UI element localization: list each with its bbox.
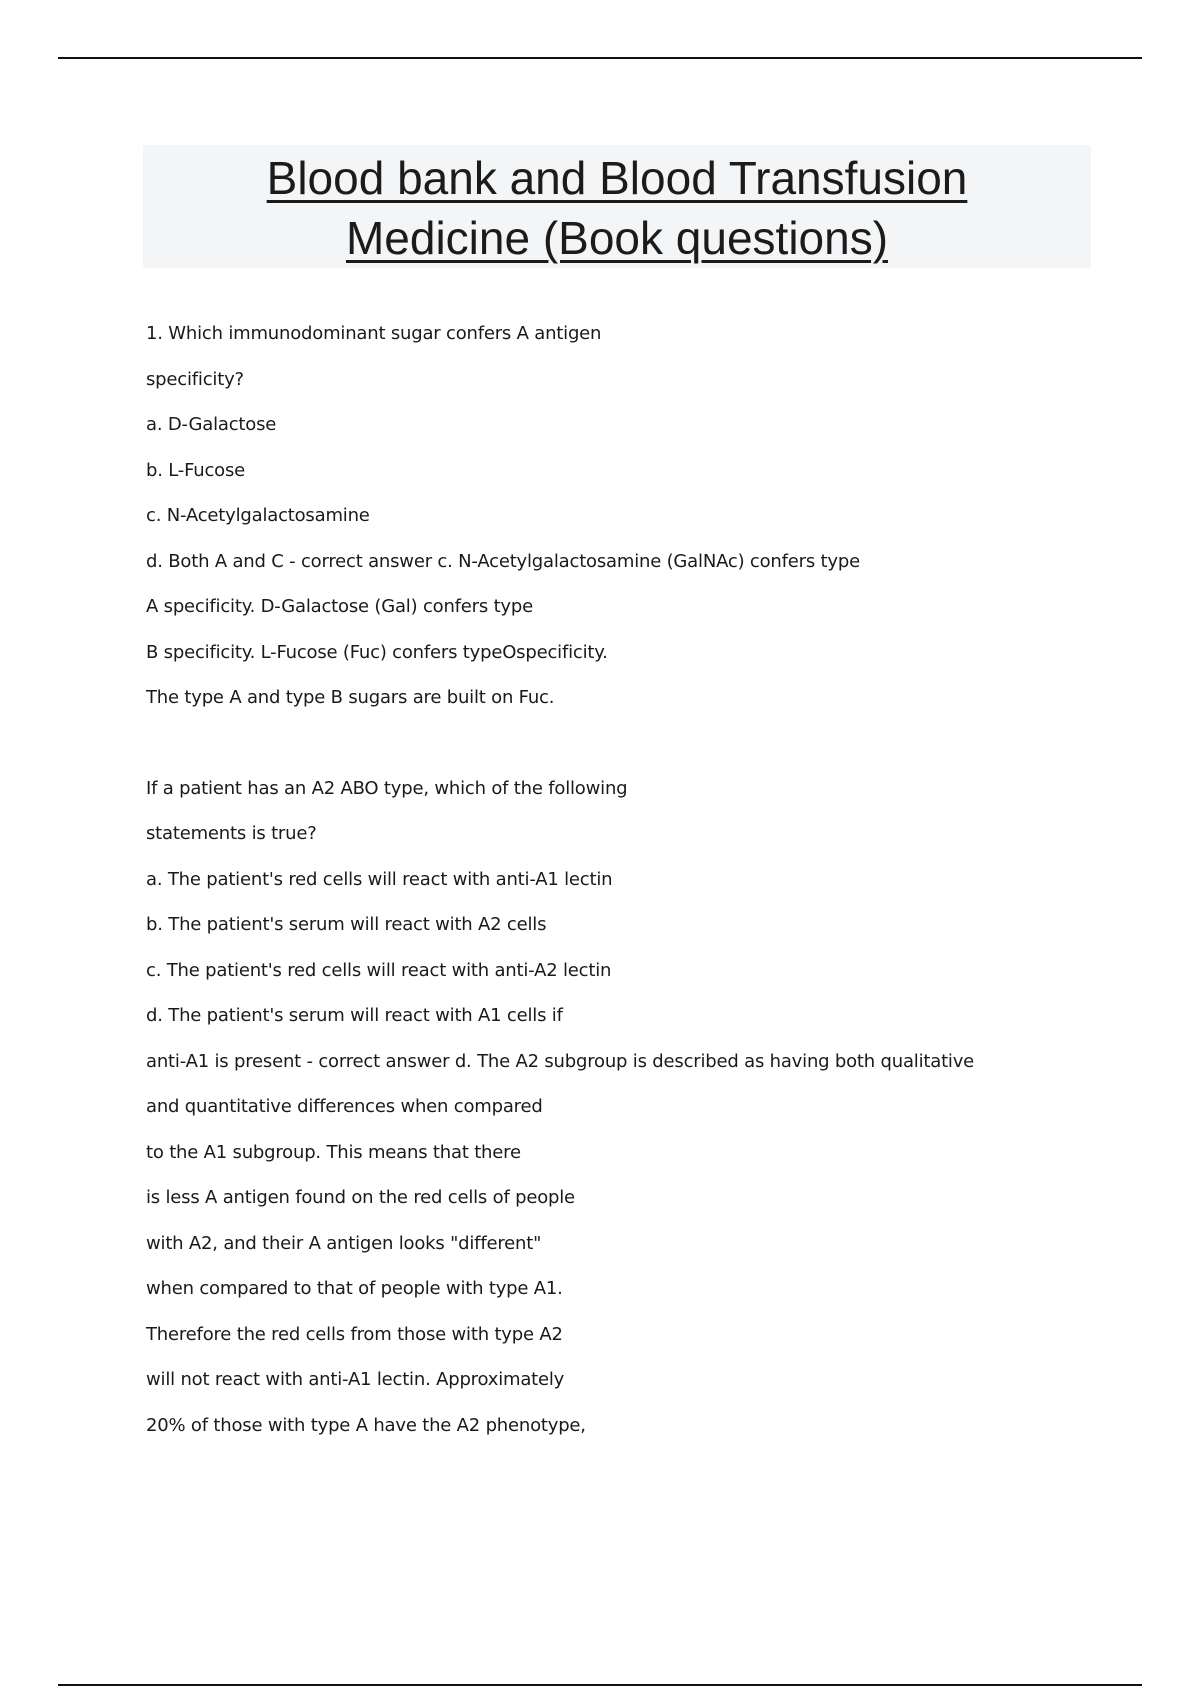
question-2-explanation-line: and quantitative differences when compared xyxy=(146,1096,543,1117)
question-2-option-d: d. The patient's serum will react with A1 cells if xyxy=(146,1005,563,1026)
question-2-answer-line: anti-A1 is present - correct answer d. The A2 subgroup is described as having both qualitative xyxy=(146,1050,975,1072)
question-2-explanation-line: when compared to that of people with type A1. xyxy=(146,1278,563,1299)
top-rule xyxy=(58,57,1142,59)
question-2-option-c: c. The patient's red cells will react with anti-A2 lectin xyxy=(146,959,612,981)
question-2-explanation-line: will not react with anti-A1 lectin. Approximately xyxy=(146,1369,565,1390)
document-body xyxy=(146,311,1106,1448)
document-title-line-1: Blood bank and Blood Transfusion xyxy=(266,152,968,204)
question-2-explanation-line: Therefore the red cells from those with type A2 xyxy=(146,1323,563,1345)
spacer xyxy=(146,721,1106,766)
question-2-stem: If a patient has an A2 ABO type, which of the following xyxy=(146,777,628,799)
question-1-option-d-answer: d. Both A and C - correct answer c. N-Acetylgalactosamine (GalNAc) confers type xyxy=(146,550,860,572)
question-1-stem: 1. Which immunodominant sugar confers A antigen xyxy=(146,323,602,344)
question-2-explanation-line: 20% of those with type A have the A2 phenotype, xyxy=(146,1414,586,1436)
question-2-explanation-line: with A2, and their A antigen looks "different" xyxy=(146,1232,542,1254)
question-2-explanation-line: to the A1 subgroup. This means that there xyxy=(146,1141,521,1163)
question-2-block xyxy=(146,766,1106,1449)
question-1-block xyxy=(146,311,1106,721)
question-2-explanation-line: is less A antigen found on the red cells of people xyxy=(146,1187,575,1208)
question-1-option-b: b. L-Fucose xyxy=(146,459,246,481)
question-2-option-a: a. The patient's red cells will react with anti-A1 lectin xyxy=(146,868,613,890)
title-banner xyxy=(143,145,1091,268)
question-2-stem-cont: statements is true? xyxy=(146,823,317,844)
question-1-explanation-line: A specificity. D-Galactose (Gal) confers type xyxy=(146,596,533,617)
question-1-option-c: c. N-Acetylgalactosamine xyxy=(146,505,370,526)
question-1-stem-cont: specificity? xyxy=(146,368,244,390)
question-1-explanation-line: B specificity. L-Fucose (Fuc) confers typeOspecificity. xyxy=(146,641,608,663)
question-1-explanation-line: The type A and type B sugars are built on Fuc. xyxy=(146,687,555,708)
document-title-line-2: Medicine (Book questions) xyxy=(345,212,889,264)
question-2-option-b: b. The patient's serum will react with A2 cells xyxy=(146,914,547,935)
question-1-option-a: a. D-Galactose xyxy=(146,414,277,435)
bottom-rule xyxy=(58,1684,1142,1686)
